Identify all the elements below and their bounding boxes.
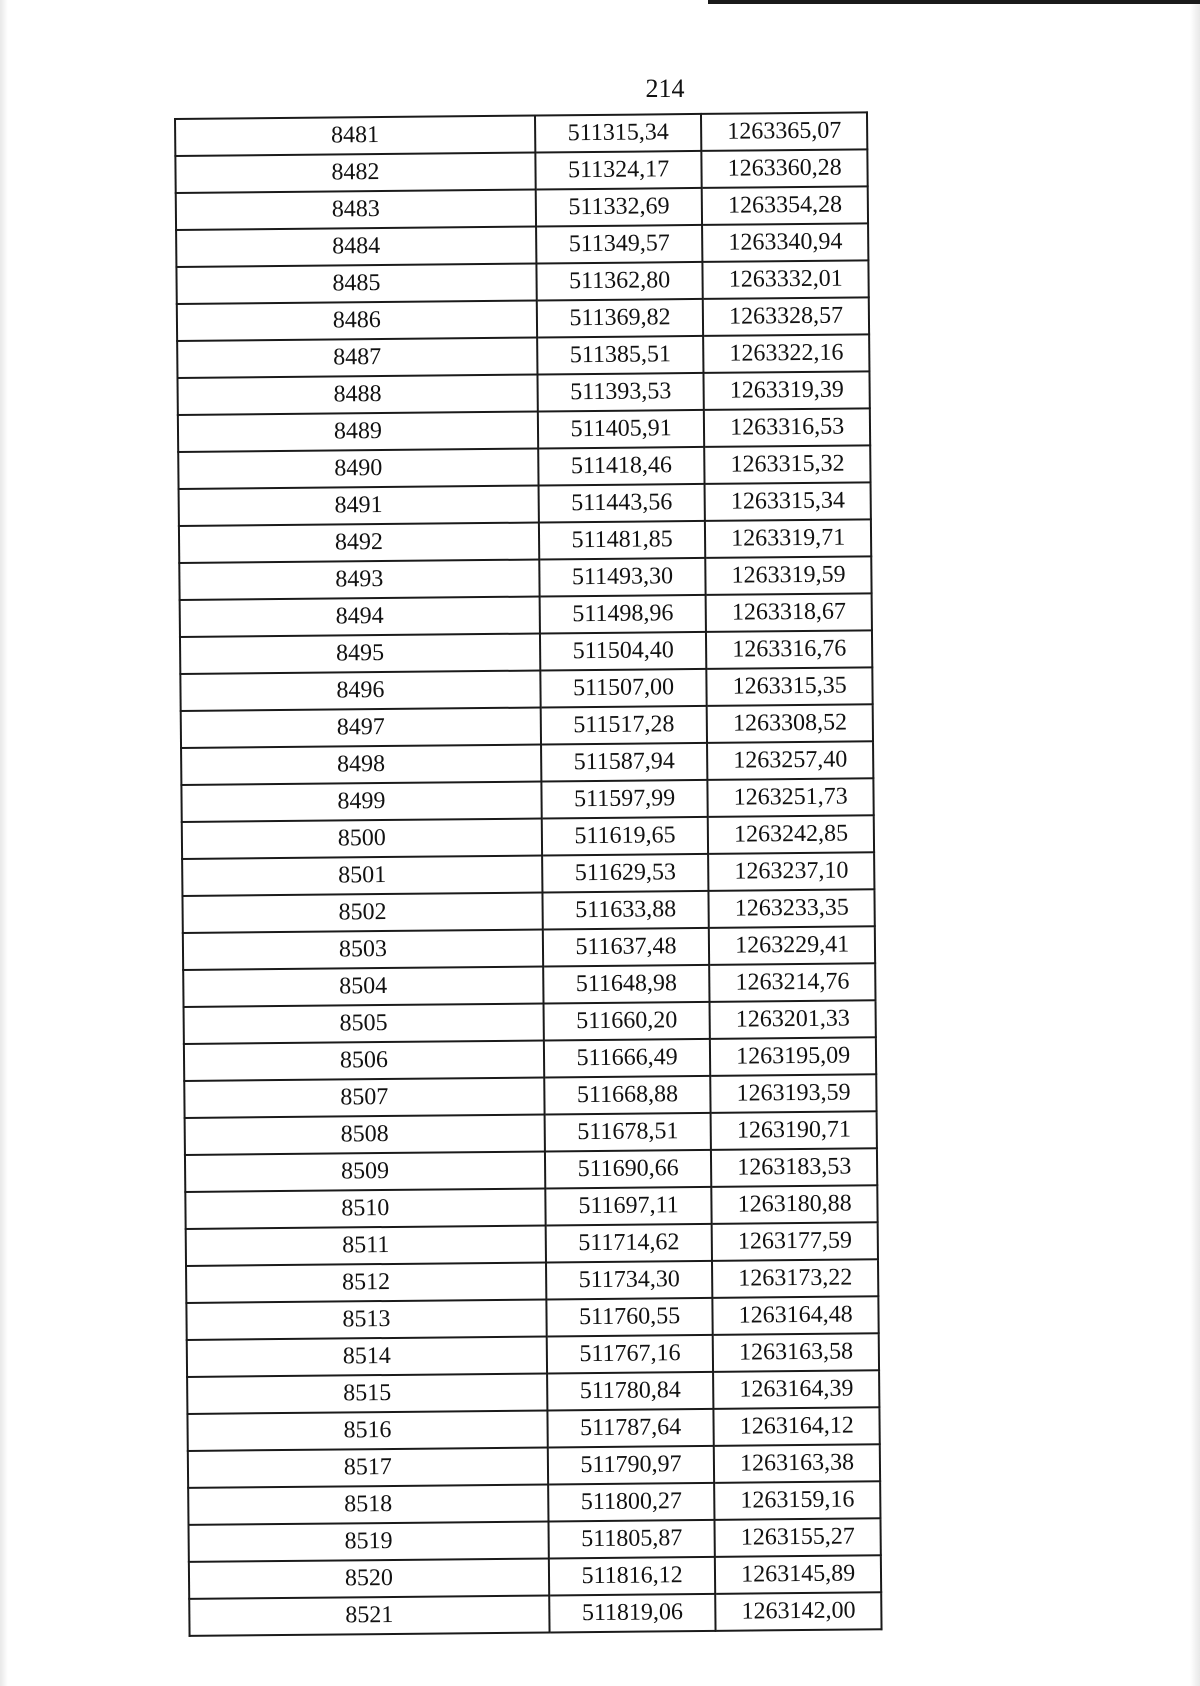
y-coordinate-cell: 1263164,48 — [713, 1296, 879, 1335]
y-coordinate-cell: 1263195,09 — [710, 1037, 876, 1076]
x-coordinate-cell: 511369,82 — [537, 299, 704, 338]
point-number-cell: 8498 — [181, 745, 541, 785]
y-coordinate-cell: 1263319,71 — [705, 519, 871, 558]
point-number-cell: 8497 — [181, 708, 541, 748]
point-number-cell: 8490 — [178, 449, 538, 489]
y-coordinate-cell: 1263360,28 — [702, 149, 868, 188]
coordinates-table — [174, 111, 883, 1637]
y-coordinate-cell: 1263251,73 — [708, 778, 874, 817]
x-coordinate-cell: 511493,30 — [539, 558, 706, 597]
point-number-cell: 8483 — [176, 190, 536, 230]
y-coordinate-cell: 1263173,22 — [712, 1259, 878, 1298]
point-number-cell: 8518 — [188, 1484, 548, 1524]
point-number-cell: 8491 — [179, 486, 539, 526]
x-coordinate-cell: 511332,69 — [536, 188, 703, 227]
point-number-cell: 8488 — [177, 375, 537, 415]
y-coordinate-cell: 1263190,71 — [711, 1111, 877, 1150]
y-coordinate-cell: 1263315,35 — [707, 667, 873, 706]
y-coordinate-cell: 1263365,07 — [701, 112, 867, 151]
x-coordinate-cell: 511507,00 — [540, 669, 707, 708]
y-coordinate-cell: 1263328,57 — [703, 297, 869, 336]
point-number-cell: 8481 — [175, 116, 535, 156]
x-coordinate-cell: 511504,40 — [540, 632, 707, 671]
table-row — [189, 1592, 881, 1636]
x-coordinate-cell: 511760,55 — [546, 1298, 713, 1337]
x-coordinate-cell: 511619,65 — [542, 817, 709, 856]
point-number-cell: 8509 — [185, 1151, 545, 1191]
x-coordinate-cell: 511443,56 — [538, 484, 705, 523]
point-number-cell: 8508 — [185, 1114, 545, 1154]
x-coordinate-cell: 511637,48 — [543, 928, 710, 967]
x-coordinate-cell: 511418,46 — [538, 447, 705, 486]
point-number-cell: 8515 — [187, 1373, 547, 1413]
y-coordinate-cell: 1263319,39 — [704, 371, 870, 410]
point-number-cell: 8487 — [177, 338, 537, 378]
y-coordinate-cell: 1263193,59 — [711, 1074, 877, 1113]
y-coordinate-cell: 1263159,16 — [714, 1481, 880, 1520]
x-coordinate-cell: 511697,11 — [545, 1187, 712, 1226]
point-number-cell: 8493 — [179, 560, 539, 600]
y-coordinate-cell: 1263237,10 — [708, 852, 874, 891]
x-coordinate-cell: 511349,57 — [536, 225, 703, 264]
point-number-cell: 8500 — [182, 819, 542, 859]
y-coordinate-cell: 1263257,40 — [707, 741, 873, 780]
x-coordinate-cell: 511678,51 — [544, 1113, 711, 1152]
y-coordinate-cell: 1263315,32 — [705, 445, 871, 484]
point-number-cell: 8507 — [184, 1077, 544, 1117]
coordinates-table-body — [175, 112, 882, 1636]
point-number-cell: 8484 — [176, 227, 536, 267]
x-coordinate-cell: 511816,12 — [549, 1557, 716, 1596]
point-number-cell: 8494 — [180, 597, 540, 637]
scan-edge-right — [1190, 0, 1200, 1686]
x-coordinate-cell: 511629,53 — [542, 854, 709, 893]
x-coordinate-cell: 511714,62 — [545, 1224, 712, 1263]
point-number-cell: 8512 — [186, 1262, 546, 1302]
x-coordinate-cell: 511587,94 — [541, 743, 708, 782]
x-coordinate-cell: 511517,28 — [540, 706, 707, 745]
y-coordinate-cell: 1263340,94 — [702, 223, 868, 262]
y-coordinate-cell: 1263316,76 — [706, 630, 872, 669]
x-coordinate-cell: 511481,85 — [539, 521, 706, 560]
point-number-cell: 8506 — [184, 1040, 544, 1080]
point-number-cell: 8520 — [189, 1558, 549, 1598]
x-coordinate-cell: 511767,16 — [547, 1335, 714, 1374]
y-coordinate-cell: 1263164,12 — [714, 1407, 880, 1446]
x-coordinate-cell: 511800,27 — [548, 1483, 715, 1522]
x-coordinate-cell: 511666,49 — [544, 1039, 711, 1078]
point-number-cell: 8489 — [178, 412, 538, 452]
x-coordinate-cell: 511498,96 — [539, 595, 706, 634]
point-number-cell: 8510 — [185, 1188, 545, 1228]
y-coordinate-cell: 1263233,35 — [709, 889, 875, 928]
x-coordinate-cell: 511790,97 — [548, 1446, 715, 1485]
x-coordinate-cell: 511780,84 — [547, 1372, 714, 1411]
x-coordinate-cell: 511819,06 — [549, 1594, 716, 1633]
y-coordinate-cell: 1263145,89 — [715, 1555, 881, 1594]
y-coordinate-cell: 1263177,59 — [712, 1222, 878, 1261]
point-number-cell: 8504 — [183, 966, 543, 1006]
page-number: 214 — [645, 74, 685, 103]
y-coordinate-cell: 1263180,88 — [712, 1185, 878, 1224]
y-coordinate-cell: 1263163,38 — [714, 1444, 880, 1483]
x-coordinate-cell: 511324,17 — [535, 151, 702, 190]
point-number-cell: 8486 — [177, 301, 537, 341]
y-coordinate-cell: 1263318,67 — [706, 593, 872, 632]
x-coordinate-cell: 511660,20 — [543, 1002, 710, 1041]
point-number-cell: 8505 — [184, 1003, 544, 1043]
point-number-cell: 8514 — [187, 1336, 547, 1376]
x-coordinate-cell: 511633,88 — [542, 891, 709, 930]
scan-edge-left — [0, 0, 8, 1686]
y-coordinate-cell: 1263229,41 — [709, 926, 875, 965]
x-coordinate-cell: 511315,34 — [535, 114, 702, 153]
y-coordinate-cell: 1263316,53 — [704, 408, 870, 447]
point-number-cell: 8511 — [186, 1225, 546, 1265]
x-coordinate-cell: 511734,30 — [546, 1261, 713, 1300]
y-coordinate-cell: 1263242,85 — [708, 815, 874, 854]
y-coordinate-cell: 1263201,33 — [710, 1000, 876, 1039]
point-number-cell: 8485 — [176, 264, 536, 304]
point-number-cell: 8482 — [175, 153, 535, 193]
point-number-cell: 8492 — [179, 523, 539, 563]
y-coordinate-cell: 1263164,39 — [713, 1370, 879, 1409]
x-coordinate-cell: 511787,64 — [547, 1409, 714, 1448]
point-number-cell: 8501 — [182, 856, 542, 896]
x-coordinate-cell: 511597,99 — [541, 780, 708, 819]
y-coordinate-cell: 1263308,52 — [707, 704, 873, 743]
point-number-cell: 8502 — [182, 893, 542, 933]
x-coordinate-cell: 511385,51 — [537, 336, 704, 375]
point-number-cell: 8499 — [181, 782, 541, 822]
point-number-cell: 8496 — [180, 671, 540, 711]
y-coordinate-cell: 1263183,53 — [711, 1148, 877, 1187]
point-number-cell: 8503 — [183, 929, 543, 969]
point-number-cell: 8516 — [187, 1410, 547, 1450]
y-coordinate-cell: 1263163,58 — [713, 1333, 879, 1372]
y-coordinate-cell: 1263354,28 — [702, 186, 868, 225]
x-coordinate-cell: 511405,91 — [538, 410, 705, 449]
page-top-rule — [708, 0, 1200, 4]
x-coordinate-cell: 511362,80 — [536, 262, 703, 301]
y-coordinate-cell: 1263332,01 — [703, 260, 869, 299]
y-coordinate-cell: 1263155,27 — [715, 1518, 881, 1557]
y-coordinate-cell: 1263214,76 — [709, 963, 875, 1002]
x-coordinate-cell: 511668,88 — [544, 1076, 711, 1115]
point-number-cell: 8517 — [188, 1447, 548, 1487]
y-coordinate-cell: 1263322,16 — [703, 334, 869, 373]
x-coordinate-cell: 511393,53 — [537, 373, 704, 412]
y-coordinate-cell: 1263315,34 — [705, 482, 871, 521]
point-number-cell: 8521 — [189, 1595, 549, 1635]
x-coordinate-cell: 511805,87 — [548, 1520, 715, 1559]
x-coordinate-cell: 511648,98 — [543, 965, 710, 1004]
point-number-cell: 8513 — [186, 1299, 546, 1339]
point-number-cell: 8519 — [189, 1521, 549, 1561]
x-coordinate-cell: 511690,66 — [545, 1150, 712, 1189]
y-coordinate-cell: 1263319,59 — [706, 556, 872, 595]
point-number-cell: 8495 — [180, 634, 540, 674]
y-coordinate-cell: 1263142,00 — [716, 1592, 882, 1631]
